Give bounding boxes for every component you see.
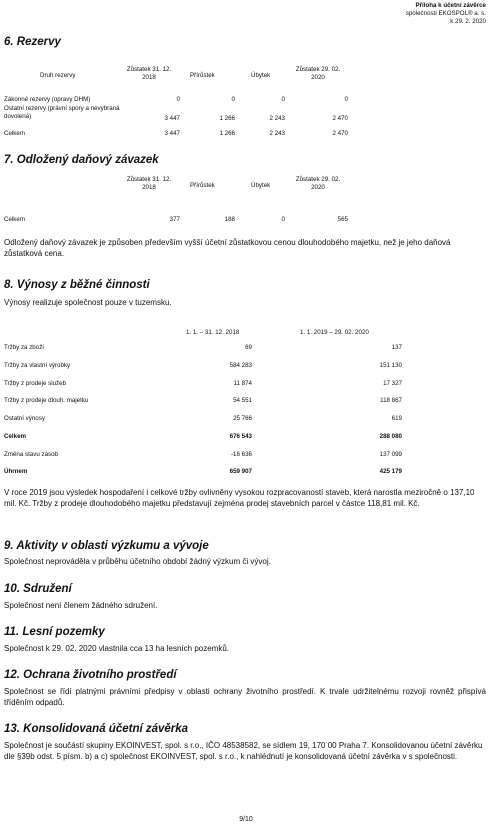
deferred-cell: 0 — [281, 216, 285, 223]
reserves-cell: 3 447 — [164, 130, 180, 137]
revenue-row-label: Tržby z prodeje služeb — [4, 380, 67, 387]
section-11-text: Společnost k 29. 02. 2020 vlastnila cca 13 ha lesních pozemků. — [4, 644, 230, 653]
reserves-col-balance-start: Zůstatek 31. 12. 2018 — [126, 66, 172, 81]
revenue-text: V roce 2019 jsou výsledek hospodaření i celkové tržby ovlivněny vysokou rozpracovaností staveb, která narostla meziročně o 137,10 mil. Kč. Tržby z prodeje dlouhodobého majetku představují zejména prodej stavebních parcel v částce 118,81 mil. Kč. — [4, 488, 475, 508]
reserves-cell: 0 — [281, 96, 285, 103]
header-line-1: Příloha k účetní závěrce — [415, 2, 486, 9]
reserves-cell: 1 266 — [219, 115, 235, 122]
section-7-title: 7. Odložený daňový závazek — [4, 154, 159, 166]
section-13-text: Společnost je součástí skupiny EKOINVEST, spol. s r.o., IČO 48538582, se sídlem 19, 170 00 Praha 7. Konsolidovanou účetní závěrku dle §39b odst. 5 písm. b) a c) společnost EKOINVEST, spol. s r.o., k nahlédnutí je konsolidovaná účetní závěrka v s společnosti. — [4, 741, 483, 761]
revenue-col-2018: 1. 1. – 31. 12. 2018 — [186, 329, 240, 336]
revenue-row-label: Úhrnem — [4, 468, 28, 475]
deferred-col-decrease: Úbytek — [251, 182, 271, 189]
revenue-cell: 288 080 — [379, 433, 402, 440]
page-header — [406, 2, 486, 26]
section-13-title: 13. Konsolidovaná účetní závěrka — [4, 723, 189, 735]
deferred-cell: 565 — [337, 216, 348, 223]
section-6-title: 6. Rezervy — [4, 36, 61, 48]
reserves-cell: 0 — [231, 96, 235, 103]
reserves-row-label: Ostatní rezervy (právní spory a nevybraná dovolená) — [4, 105, 120, 120]
revenue-cell: 118 867 — [380, 397, 402, 404]
reserves-cell: 2 470 — [332, 115, 348, 122]
deferred-col-balance-end: Zůstatek 29. 02. 2020 — [295, 176, 341, 191]
reserves-col-type: Druh rezervy — [40, 72, 76, 79]
revenue-intro: Výnosy realizuje společnost pouze v tuzemsku. — [4, 298, 172, 307]
revenue-row-label: Celkem — [4, 433, 27, 440]
revenue-cell: -16 636 — [231, 451, 252, 458]
revenue-cell: 54 551 — [233, 397, 252, 404]
reserves-cell: 3 447 — [164, 115, 180, 122]
deferred-cell: 188 — [224, 216, 235, 223]
reserves-col-decrease: Úbytek — [251, 72, 271, 79]
header-line-2: společnosti EKOSPOL® a. s. — [405, 10, 486, 17]
revenue-cell: 25 766 — [233, 415, 252, 422]
header-line-3: k 29. 2. 2020 — [450, 18, 486, 25]
revenue-col-2019: 1. 1. 2019 – 29. 02. 2020 — [300, 329, 369, 336]
deferred-col-balance-start: Zůstatek 31. 12. 2018 — [126, 176, 172, 191]
reserves-cell: 1 266 — [219, 130, 235, 137]
section-9-title: 9. Aktivity v oblasti výzkumu a vývoje — [4, 540, 209, 552]
reserves-cell: 0 — [176, 96, 180, 103]
revenue-cell: 11 874 — [233, 380, 252, 387]
revenue-cell: 425 179 — [379, 468, 402, 475]
section-9-text: Společnost neprováděla v průběhu účetního období žádný výzkum či vývoj. — [4, 557, 271, 566]
section-12-text: Společnost se řídí platnými právními předpisy v oblasti ochrany životního prostředí. K trvale udržitelnému rozvoji rovněž přispívá tříděním odpadů. — [4, 687, 486, 707]
revenue-cell: 137 — [391, 344, 402, 351]
revenue-row-label: Tržby za zboží — [4, 344, 45, 351]
revenue-row-label: Změna stavu zásob — [4, 451, 58, 458]
section-8-title: 8. Výnosy z běžné činnosti — [4, 279, 150, 291]
revenue-cell: 69 — [245, 344, 252, 351]
revenue-cell: 676 543 — [229, 433, 252, 440]
reserves-row-label: Zákonné rezervy (opravy DHM) — [4, 96, 91, 103]
reserves-cell: 2 243 — [269, 130, 285, 137]
section-11-title: 11. Lesní pozemky — [4, 626, 105, 638]
revenue-row-label: Ostatní výnosy — [4, 415, 45, 422]
reserves-row-label: Celkem — [4, 130, 25, 137]
section-12-title: 12. Ochrana životního prostředí — [4, 669, 177, 681]
revenue-cell: 151 130 — [379, 362, 402, 369]
revenue-row-label: Tržby za vlastní výrobky — [4, 362, 71, 369]
revenue-cell: 584 283 — [229, 362, 252, 369]
deferred-tax-text: Odložený daňový závazek je způsoben především vyšší účetní zůstatkovou cenou dlouhodobého majetku, než je jeho daňová zůstatková cena. — [4, 238, 451, 258]
revenue-cell: 137 099 — [379, 451, 402, 458]
reserves-cell: 2 470 — [332, 130, 348, 137]
reserves-cell: 0 — [344, 96, 348, 103]
reserves-col-balance-end: Zůstatek 29. 02. 2020 — [295, 66, 341, 81]
page-number: 9/10 — [239, 816, 253, 823]
reserves-cell: 2 243 — [269, 115, 285, 122]
revenue-cell: 659 907 — [229, 468, 252, 475]
section-10-text: Společnost není členem žádného sdružení. — [4, 601, 158, 610]
section-10-title: 10. Sdružení — [4, 583, 72, 595]
revenue-cell: 619 — [391, 415, 402, 422]
deferred-cell: 377 — [169, 216, 180, 223]
revenue-cell: 17 327 — [383, 380, 402, 387]
revenue-row-label: Tržby z prodeje dlouh. majetku — [4, 397, 89, 404]
reserves-col-increase: Přírůstek — [190, 72, 215, 79]
deferred-row-label: Celkem — [4, 216, 25, 223]
deferred-col-increase: Přírůstek — [190, 182, 215, 189]
